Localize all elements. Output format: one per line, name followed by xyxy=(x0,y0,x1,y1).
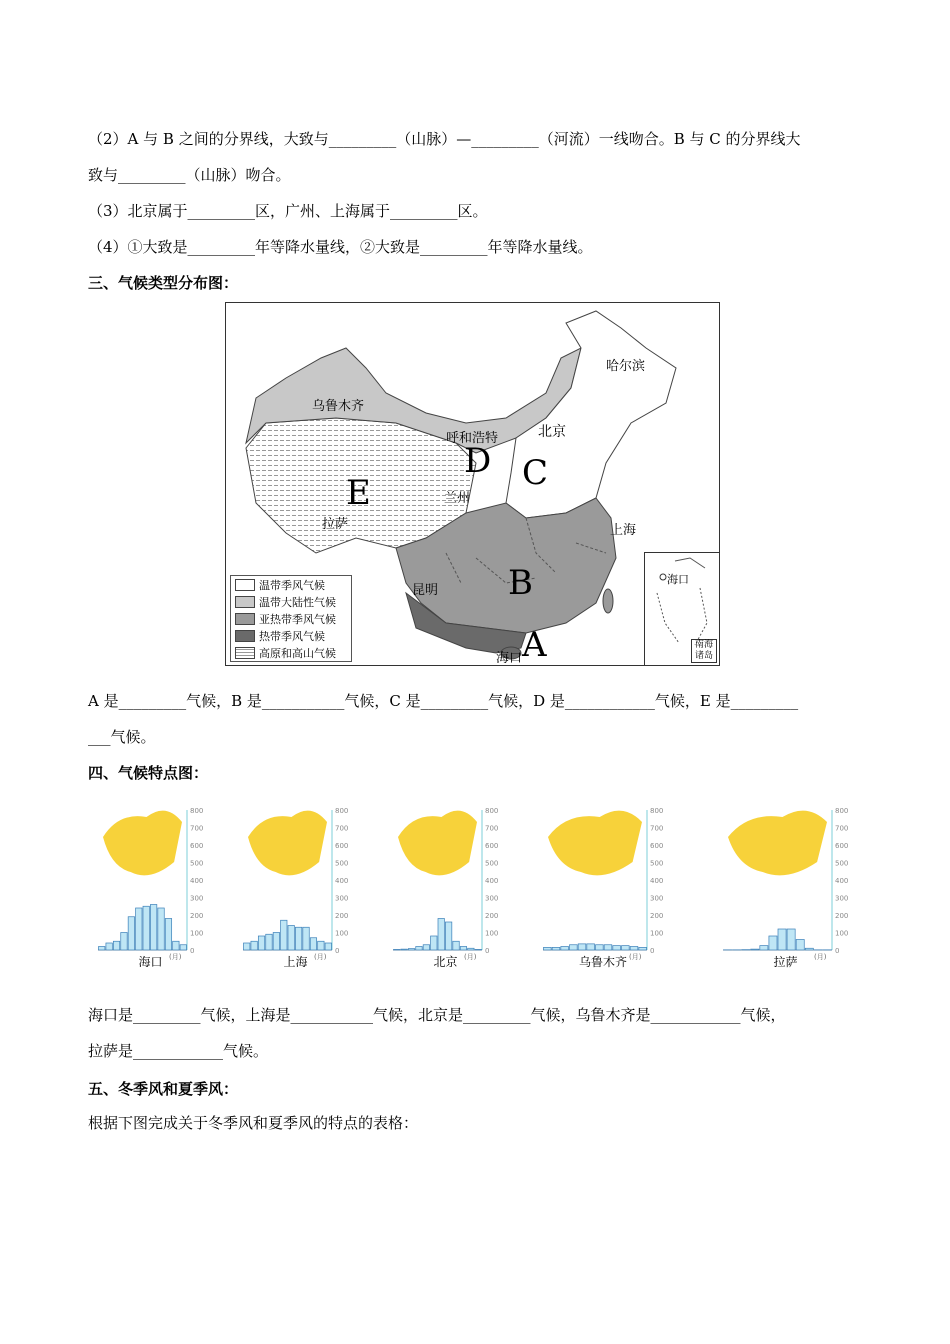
precip-tick-label: 100 xyxy=(650,929,664,938)
section-5-description: 根据下图完成关于冬季风和夏季风的特点的表格： xyxy=(88,1114,419,1132)
precip-tick-label: 300 xyxy=(650,894,664,903)
city-beijing: 北京 xyxy=(538,424,566,440)
china-map-shape xyxy=(398,811,477,876)
precip-bar xyxy=(639,947,647,950)
precip-bar xyxy=(303,927,309,950)
chart-name: 拉萨 xyxy=(773,955,798,969)
precip-bar xyxy=(760,946,768,950)
precip-bar xyxy=(273,933,279,951)
precip-tick-label: 200 xyxy=(335,912,349,920)
precip-bar xyxy=(158,908,164,950)
precip-bar xyxy=(622,946,630,950)
precip-bar xyxy=(596,945,604,950)
precip-tick-label: 300 xyxy=(335,894,349,903)
precip-tick-label: 200 xyxy=(485,912,499,920)
chart-haikou-graphic xyxy=(88,790,213,961)
answer-4-line-2: 拉萨是____________气候。 xyxy=(88,1042,269,1060)
precip-bar xyxy=(180,945,186,950)
precip-tick-label: 800 xyxy=(835,807,849,815)
month-label: (月) xyxy=(314,953,327,961)
precip-bar xyxy=(787,929,795,950)
chart-lhasa-graphic xyxy=(713,790,858,961)
precip-tick-label: 200 xyxy=(835,912,849,920)
city-urumqi: 乌鲁木齐 xyxy=(312,399,365,414)
climate-chart-lhasa xyxy=(713,790,858,970)
city-shanghai: 上海 xyxy=(610,523,637,538)
precip-tick-label: 600 xyxy=(485,842,499,850)
precip-bar xyxy=(318,941,324,950)
chart-name: 上海 xyxy=(283,955,308,969)
precip-tick-label: 600 xyxy=(190,842,204,850)
precip-tick-label: 400 xyxy=(650,877,664,885)
precip-bar xyxy=(136,908,142,950)
month-label: (月) xyxy=(629,953,642,961)
map-legend xyxy=(230,575,352,662)
precip-bar xyxy=(408,949,414,950)
climate-chart-urumqi xyxy=(533,790,673,970)
region-label-a: A xyxy=(522,625,547,665)
city-lanzhou: 兰州 xyxy=(444,491,471,506)
question-2-line-1: （2）A 与 B 之间的分界线，大致与_________（山脉）—_________（河流）一线吻合。B 与 C 的分界线大 xyxy=(88,130,801,148)
precip-tick-label: 700 xyxy=(190,824,204,833)
answer-4-line-1: 海口是_________气候，上海是___________气候，北京是_________气候，乌鲁木齐是____________气候， xyxy=(88,1006,786,1024)
precip-bar xyxy=(796,940,804,951)
chart-name: 海口 xyxy=(138,955,163,969)
section-3-heading: 三、气候类型分布图： xyxy=(88,274,239,292)
chart-shanghai-graphic xyxy=(233,790,358,961)
month-label: (月) xyxy=(464,953,477,961)
climate-map xyxy=(225,302,720,666)
precip-bar xyxy=(173,941,179,950)
precip-tick-label: 300 xyxy=(190,894,204,903)
precip-tick-label: 0 xyxy=(650,947,655,955)
china-map-shape xyxy=(248,811,327,876)
city-hohhot: 呼和浩特 xyxy=(446,431,499,446)
precip-bar xyxy=(288,926,294,951)
precip-tick-label: 700 xyxy=(335,824,349,833)
precip-bar xyxy=(570,945,578,950)
precip-tick-label: 600 xyxy=(835,842,849,850)
question-3: （3）北京属于_________区，广州、上海属于_________区。 xyxy=(88,202,488,220)
precip-bar xyxy=(401,949,407,950)
precip-bar xyxy=(99,947,105,951)
city-harbin: 哈尔滨 xyxy=(606,359,646,374)
precip-bar xyxy=(310,938,316,950)
precip-tick-label: 800 xyxy=(335,807,349,815)
precip-bar xyxy=(244,943,250,950)
precip-bar xyxy=(587,944,595,950)
climate-chart-beijing xyxy=(383,790,508,970)
precip-tick-label: 100 xyxy=(835,929,849,938)
precip-bar xyxy=(266,934,272,950)
precip-bar xyxy=(453,941,459,950)
month-label: (月) xyxy=(814,953,827,961)
china-map-shape xyxy=(548,811,642,876)
precip-tick-label: 500 xyxy=(190,859,204,868)
precip-tick-label: 500 xyxy=(835,859,849,868)
legend-item-tropical-monsoon: 热带季风气候 xyxy=(231,627,351,644)
precip-tick-label: 100 xyxy=(335,929,349,938)
region-label-d: D xyxy=(464,441,492,481)
climate-chart-haikou xyxy=(88,790,213,970)
section-4-heading: 四、气候特点图： xyxy=(88,764,209,782)
precip-tick-label: 800 xyxy=(485,807,499,815)
city-haikou: 海口 xyxy=(496,651,523,666)
region-label-e: E xyxy=(346,473,371,513)
precip-bar xyxy=(438,919,444,951)
city-kunming: 昆明 xyxy=(412,583,439,598)
climate-chart-shanghai xyxy=(233,790,358,970)
region-label-b: B xyxy=(508,563,533,603)
question-4: （4）①大致是_________年等降水量线，②大致是_________年等降水量线。 xyxy=(88,238,593,256)
precip-bar xyxy=(295,927,301,950)
precip-bar xyxy=(150,905,156,951)
precip-bar xyxy=(778,929,786,950)
precip-bar xyxy=(630,947,638,951)
precip-bar xyxy=(769,936,777,950)
precip-bar xyxy=(416,947,422,951)
precip-tick-label: 400 xyxy=(190,877,204,885)
precip-tick-label: 300 xyxy=(485,894,499,903)
precip-bar xyxy=(106,943,112,950)
precip-tick-label: 700 xyxy=(835,824,849,833)
precip-bar xyxy=(423,945,429,950)
precip-tick-label: 500 xyxy=(485,859,499,868)
precip-tick-label: 700 xyxy=(485,824,499,833)
precip-bar xyxy=(460,947,466,951)
precip-tick-label: 0 xyxy=(485,947,490,955)
precip-tick-label: 0 xyxy=(835,947,840,955)
precip-tick-label: 400 xyxy=(485,877,499,885)
answer-3-line-2: ___气候。 xyxy=(88,728,156,746)
precip-bar xyxy=(121,933,127,951)
precip-tick-label: 200 xyxy=(190,912,204,920)
precip-tick-label: 0 xyxy=(190,947,195,955)
precip-tick-label: 800 xyxy=(650,807,664,815)
precip-bar xyxy=(751,949,759,950)
answer-3-line-1: A 是_________气候，B 是___________气候，C 是_________气候，D 是____________气候，E 是_________ xyxy=(88,692,799,710)
chart-name: 北京 xyxy=(433,955,458,969)
precip-bar xyxy=(258,936,264,950)
china-map-shape xyxy=(728,811,827,876)
month-label: (月) xyxy=(169,953,182,961)
precip-bar xyxy=(544,947,552,950)
precip-bar xyxy=(128,917,134,950)
precip-bar xyxy=(552,947,560,950)
inset-city-haikou: 海口 xyxy=(667,573,689,586)
precip-bar xyxy=(468,948,474,950)
chart-urumqi-graphic xyxy=(533,790,673,961)
precip-bar xyxy=(143,906,149,950)
precip-tick-label: 500 xyxy=(650,859,664,868)
legend-item-temperate-continental: 温带大陆性气候 xyxy=(231,593,351,610)
precip-tick-label: 400 xyxy=(335,877,349,885)
precip-tick-label: 600 xyxy=(335,842,349,850)
inset-label: 南海诸岛 xyxy=(691,639,717,663)
precip-bar xyxy=(325,943,331,950)
legend-item-temperate-monsoon: 温带季风气候 xyxy=(231,576,351,593)
precip-bar xyxy=(113,941,119,950)
precip-bar xyxy=(431,936,437,950)
section-5-heading: 五、冬季风和夏季风： xyxy=(88,1080,239,1098)
china-map-shape xyxy=(103,811,182,876)
precip-tick-label: 0 xyxy=(335,947,340,955)
precip-tick-label: 800 xyxy=(190,807,204,815)
precip-tick-label: 500 xyxy=(335,859,349,868)
precip-tick-label: 100 xyxy=(485,929,499,938)
chart-name: 乌鲁木齐 xyxy=(578,955,627,969)
precip-bar xyxy=(281,920,287,950)
precip-bar xyxy=(578,944,586,950)
precip-tick-label: 200 xyxy=(650,912,664,920)
precip-bar xyxy=(394,949,400,950)
city-lhasa: 拉萨 xyxy=(322,517,349,532)
legend-item-subtropical-monsoon: 亚热带季风气候 xyxy=(231,610,351,627)
chart-beijing-graphic xyxy=(383,790,508,961)
question-2-line-2: 致与_________（山脉）吻合。 xyxy=(88,166,291,184)
precip-bar xyxy=(165,919,171,951)
precip-bar xyxy=(251,941,257,950)
south-china-sea-inset xyxy=(644,552,719,665)
precip-bar xyxy=(475,949,481,950)
precip-bar xyxy=(604,945,612,950)
precip-tick-label: 700 xyxy=(650,824,664,833)
precip-tick-label: 400 xyxy=(835,877,849,885)
region-label-c: C xyxy=(522,453,549,493)
climate-charts xyxy=(88,790,868,980)
precip-tick-label: 300 xyxy=(835,894,849,903)
precip-tick-label: 100 xyxy=(190,929,204,938)
precip-tick-label: 600 xyxy=(650,842,664,850)
precip-bar xyxy=(445,922,451,950)
precip-bar xyxy=(613,946,621,950)
precip-bar xyxy=(805,948,813,950)
legend-item-plateau: 高原和高山气候 xyxy=(231,644,351,661)
precip-bar xyxy=(561,947,569,951)
